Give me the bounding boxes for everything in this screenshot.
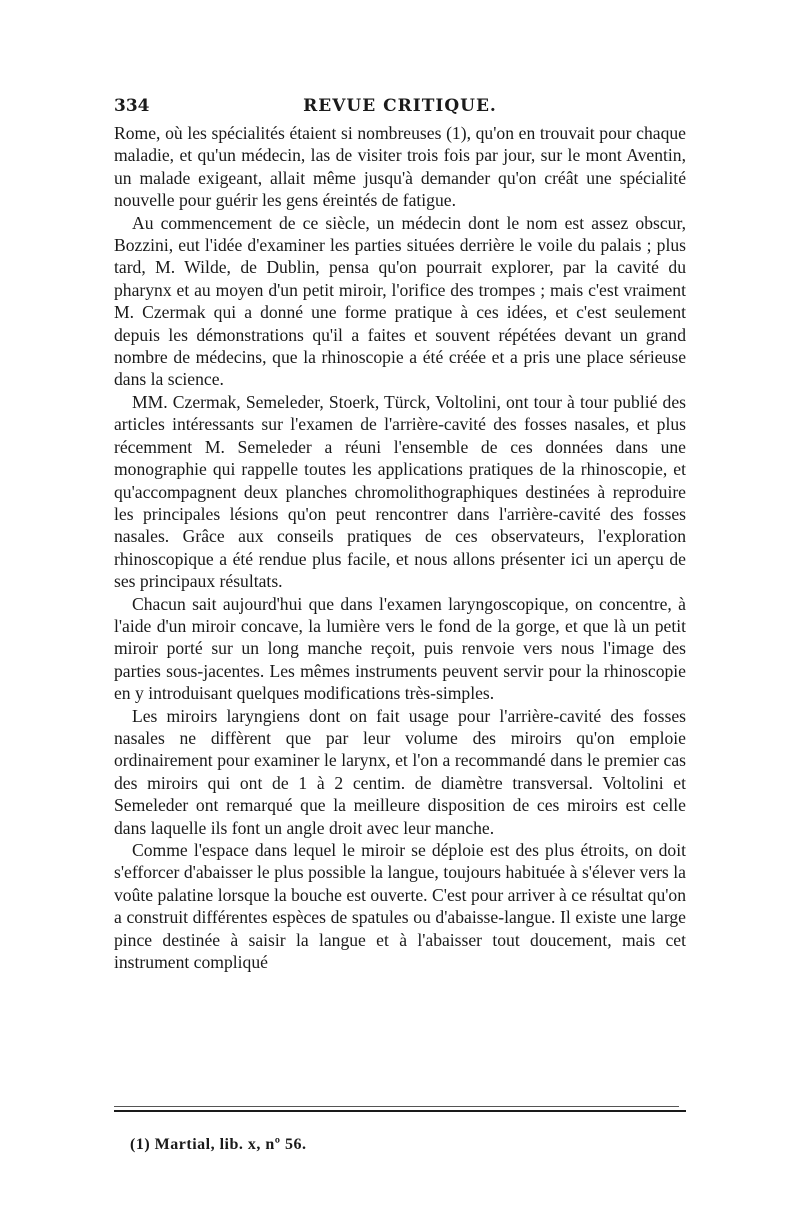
paragraph-3: MM. Czermak, Semeleder, Stoerk, Türck, Voltolini, ont tour à tour publié des articles intéressants sur l'examen de l'arrière-cavité des fosses nasales, et plus récemment M. Semeleder a réuni l'ensemble de ces données dans une monographie qui rappelle toutes les applications pratiques de la rhinoscopie, et qu'accompagnent deux planches chromolithographiques destinées à reproduire les principales lésions qu'on peut rencontrer dans l'arrière-cavité des fosses nasales. Grâce aux conseils pratiques de ces observateurs, l'exploration rhinoscopique a été rendue plus facile, et nous allons présenter ici un aperçu de ses principaux résultats. — [114, 391, 686, 592]
paragraph-5: Les miroirs laryngiens dont on fait usage pour l'arrière-cavité des fosses nasales ne diffèrent que par leur volume des miroirs qu'on emploie ordinairement pour examiner le larynx, et l'on a recommandé dans le premier cas des miroirs qui ont de 1 à 2 centim. de diamètre transversal. Voltolini et Semeleder ont remarqué que la meilleure disposition de ces miroirs est celle dans laquelle ils font un angle droit avec leur manche. — [114, 705, 686, 838]
body-text — [114, 122, 686, 973]
paragraph-1: Rome, où les spécialités étaient si nombreuses (1), qu'on en trouvait pour chaque maladie, et qu'un médecin, las de visiter trois fois par jour, sur le mont Aventin, un malade exigeant, allait même jusqu'à demander qu'on créât une spécialité nouvelle pour guérir les gens éreintés de fatigue. — [114, 123, 686, 211]
footnote: (1) Martial, lib. x, nº 56. — [130, 1136, 307, 1153]
running-head — [114, 96, 686, 122]
footnote-rule — [114, 1110, 686, 1112]
page — [114, 96, 686, 973]
running-title: REVUE CRITIQUE. — [303, 96, 497, 116]
paragraph-2: Au commencement de ce siècle, un médecin dont le nom est assez obscur, Bozzini, eut l'idée d'examiner les parties situées derrière le voile du palais ; plus tard, M. Wilde, de Dublin, pensa qu'on pourrait explorer, par la cavité du pharynx et au moyen d'un petit miroir, l'orifice des trompes ; mais c'est vraiment M. Czermak qui a donné une forme pratique à ces idées, et c'est seulement depuis les démonstrations qu'il a faites et souvent répétées devant un grand nombre de médecins, que la rhinoscopie a été créée et a pris une place sérieuse dans la science. — [114, 212, 686, 390]
paragraph-4: Chacun sait aujourd'hui que dans l'examen laryngoscopique, on concentre, à l'aide d'un miroir concave, la lumière vers le fond de la gorge, et que là un petit miroir porté sur un long manche reçoit, puis renvoie vers nous l'image des parties sous-jacentes. Les mêmes instruments peuvent servir pour la rhinoscopie en y introduisant quelques modifications très-simples. — [114, 593, 686, 704]
page-number: 334 — [114, 96, 150, 116]
footnote-rule-thin — [114, 1106, 679, 1107]
paragraph-6: Comme l'espace dans lequel le miroir se déploie est des plus étroits, on doit s'efforcer d'abaisser le plus possible la langue, toujours habituée à s'élever vers la voûte palatine lorsque la bouche est ouverte. C'est pour arriver à ce résultat qu'on a construit différentes espèces de spatules ou d'abaisse-langue. Il existe une large pince destinée à saisir la langue et à l'abaisser tout doucement, mais cet instrument compliqué — [114, 840, 686, 973]
